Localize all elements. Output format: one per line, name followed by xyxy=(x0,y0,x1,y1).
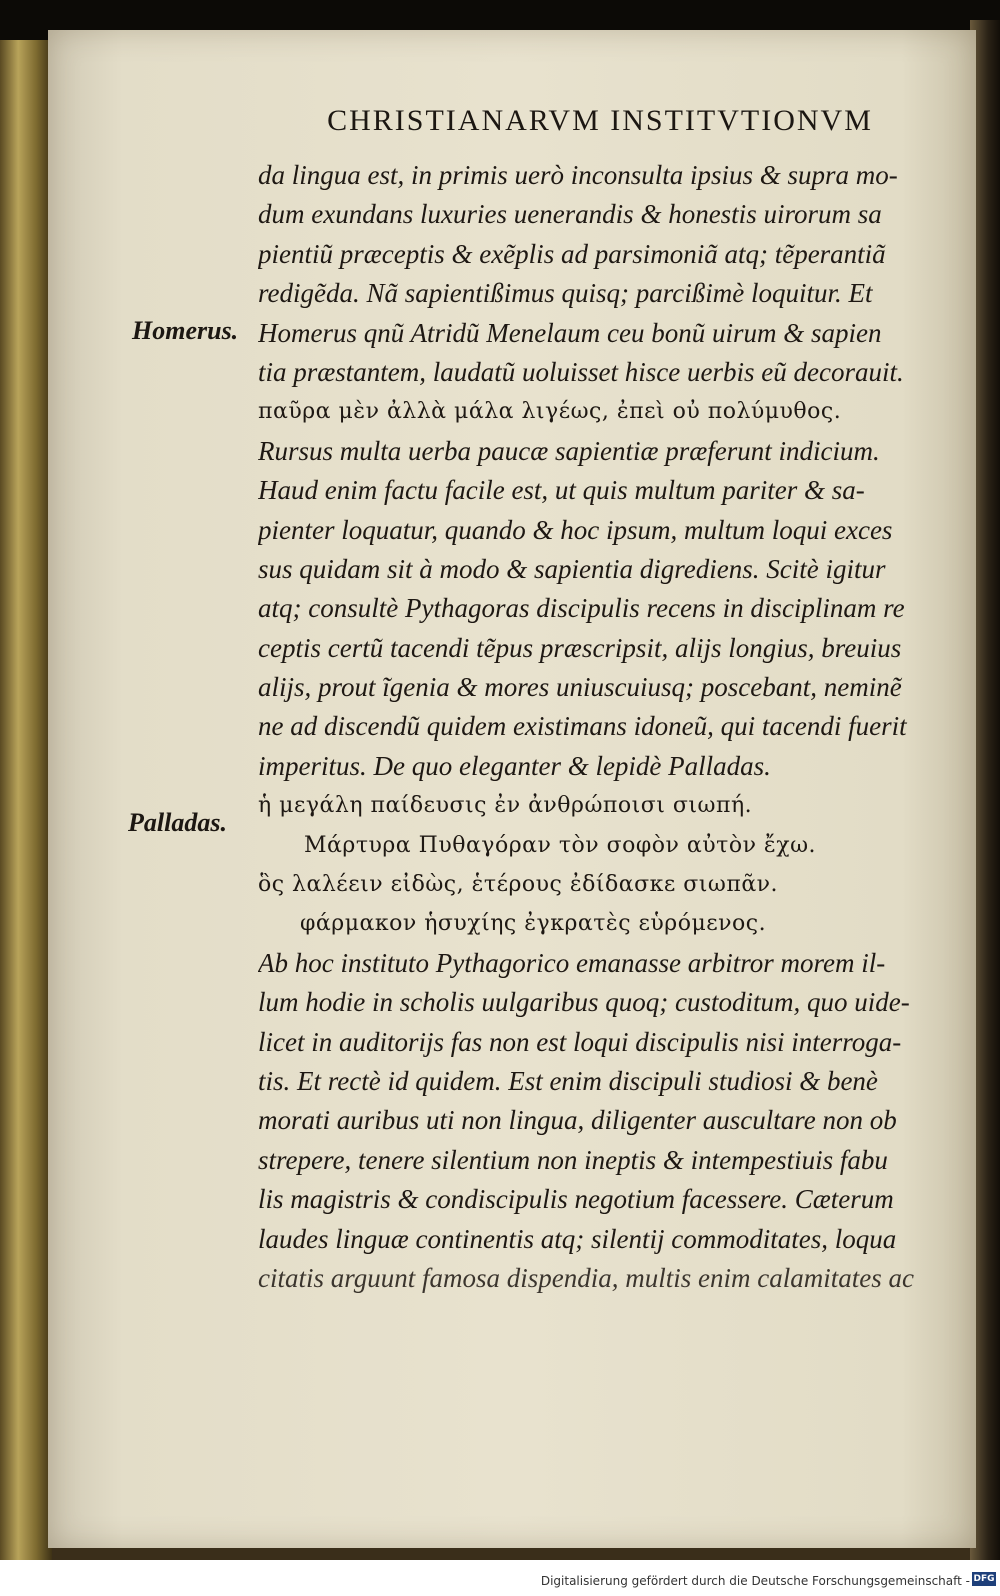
text-line: pientiũ præceptis & exẽplis ad parsimoniã atq; tẽperantiã xyxy=(258,238,886,269)
greek-epigram-line: Μάρτυρα Πυθαγόραν τὸν σοφὸν αὐτὸν ἔχω. xyxy=(304,832,817,858)
text-line: licet in auditorijs fas non est loqui discipulis nisi interroga- xyxy=(258,1026,902,1057)
text-line: da lingua est, in primis uerò inconsulta ipsius & supra mo- xyxy=(258,160,898,190)
text-line: strepere, tenere silentium non ineptis & intempestiuis fabu xyxy=(258,1144,888,1175)
greek-epigram-line: ὃς λαλέειν εἰδὼς, ἑτέρους ἐδίδασκε σιωπᾶν. xyxy=(258,872,779,898)
text-line: citatis arguunt famosa dispendia, multis enim calamitates ac xyxy=(258,1262,914,1293)
text-line: sus quidam sit à modo & sapientia digrediens. Scitè igitur xyxy=(258,553,886,584)
text-line: laudes linguæ continentis atq; silentij commoditates, loqua xyxy=(258,1223,897,1254)
greek-epigram-line: ἡ μεγάλη παίδευσις ἐν ἀνθρώποισι σιωπή. xyxy=(258,793,753,819)
text-line: lum hodie in scholis uulgaribus quoq; custoditum, quo uide- xyxy=(258,987,910,1018)
digitization-credit: Digitalisierung gefördert durch die Deutsche Forschungsgemeinschaft - xyxy=(540,1574,970,1588)
text-line: Haud enim factu facile est, ut quis multum pariter & sa- xyxy=(258,475,865,506)
text-line: Homerus qnũ Atridũ Menelaum ceu bonũ uirum & sapien xyxy=(258,317,882,348)
text-line: Ab hoc instituto Pythagorico emanasse arbitror morem il- xyxy=(258,947,886,978)
running-title: CHRISTIANARVM INSTITVTIONVM xyxy=(327,104,873,137)
text-line: ceptis certũ tacendi tẽpus præscripsit, alijs longius, breuius xyxy=(258,632,902,663)
margin-note-homerus: Homerus. xyxy=(132,316,239,345)
text-line: imperitus. De quo eleganter & lepidè Palladas. xyxy=(258,750,771,781)
text-line: redigẽda. Nã sapientißimus quisq; parcißimè loquitur. Et xyxy=(258,278,873,309)
text-line: pienter loquatur, quando & hoc ipsum, multum loqui exces xyxy=(258,514,893,545)
dfg-logo: DFG xyxy=(973,1574,995,1584)
text-line: tis. Et rectè id quidem. Est enim discipuli studiosi & benè xyxy=(258,1065,878,1096)
page-body-text xyxy=(258,156,948,1298)
book-binding xyxy=(0,40,52,1560)
margin-note-palladas: Palladas. xyxy=(128,808,227,837)
text-line: tia præstantem, laudatũ uoluisset hisce uerbis eũ decorauit. xyxy=(258,356,904,387)
greek-epigram-line: φάρμακον ἡσυχίης ἐγκρατὲς εὑρόμενος. xyxy=(300,911,767,937)
greek-quote-line: παῦρα μὲν ἀλλὰ μάλα λιγέως, ἐπεὶ οὐ πολύμυθος. xyxy=(258,399,842,425)
text-line: lis magistris & condiscipulis negotium facessere. Cæterum xyxy=(258,1184,894,1215)
text-line: ne ad discendũ quidem existimans idoneũ, qui tacendi fuerit xyxy=(258,711,907,742)
text-line: dum exundans luxuries uenerandis & honestis uirorum sa xyxy=(258,199,882,230)
text-line: alijs, prout ĩgenia & mores uniuscuiusq; poscebant, neminẽ xyxy=(258,672,902,703)
text-line: Rursus multa uerba paucæ sapientiæ præferunt indicium. xyxy=(258,435,880,466)
text-line: morati auribus uti non lingua, diligenter auscultare non ob xyxy=(258,1105,897,1136)
text-line: atq; consultè Pythagoras discipulis recens in disciplinam re xyxy=(258,593,905,624)
